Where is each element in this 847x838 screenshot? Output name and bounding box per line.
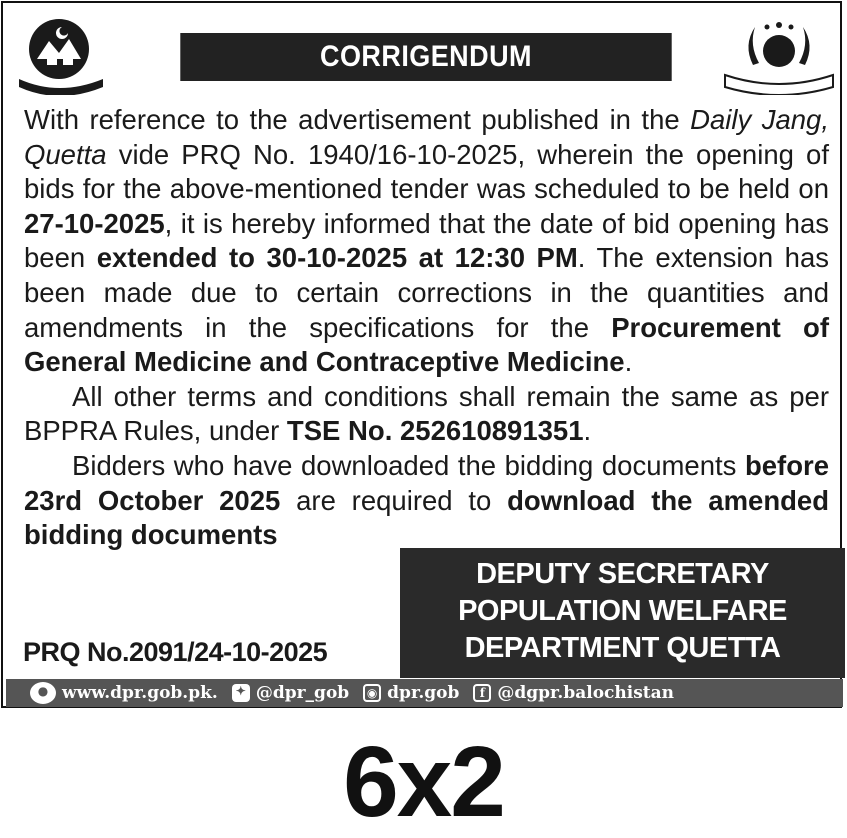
instagram-icon: ◉ xyxy=(363,684,381,702)
footer-facebook[interactable]: f @dgpr.balochistan xyxy=(473,683,674,703)
advertisement-frame xyxy=(1,1,842,708)
footer-instagram[interactable]: ◉ dpr.gob xyxy=(363,683,459,703)
footer-twitter[interactable]: ✦ @dpr_gob xyxy=(232,683,349,703)
extended-date: extended to 30-10-2025 at 12:30 PM xyxy=(96,242,578,274)
prq-number: PRQ No.2091/24-10-2025 xyxy=(23,637,328,667)
paragraph-1: With reference to the advertisement published in the Daily Jang, Quetta vide PRQ No. 1940/16-10-2025, wherein the opening of bids for the above-mentioned tender was scheduled to be held on 27-10-2025, it is hereby informed that the date of bid opening has been extended to 30-10-2025 at 12:30 PM. The extension has been made due to certain corrections in the quantities and amendments in the specifications for the Procurement of General Medicine and Contraceptive Medicine. xyxy=(24,104,829,378)
balochistan-emblem-icon xyxy=(15,15,107,95)
newspaper-name: Daily Jang, Quetta xyxy=(24,104,829,170)
paragraph-2: All other terms and conditions shall remain the same as per BPPRA Rules, under TSE No. 252610891351. xyxy=(24,380,829,447)
paragraph-3: Bidders who have downloaded the bidding documents before 23rd October 2025 are required to download the amended bidding documents xyxy=(24,449,830,551)
twitter-icon: ✦ xyxy=(232,684,250,702)
signatory-line-2: POPULATION WELFARE xyxy=(458,595,787,627)
cutoff-date: before 23rd October 2025 xyxy=(24,449,829,516)
page-title: CORRIGENDUM xyxy=(180,33,671,81)
footer-website[interactable]: ● www.dpr.gob.pk. xyxy=(6,682,218,704)
footer-bar xyxy=(6,679,843,707)
signatory-line-1: DEPUTY SECRETARY xyxy=(476,558,769,590)
original-date: 27-10-2025 xyxy=(24,207,165,239)
download-instruction: download the amended bidding documents xyxy=(24,484,830,551)
ad-size-label: 6x2 xyxy=(343,726,504,838)
tse-number: TSE No. 252610891351 xyxy=(286,415,584,447)
globe-icon: ● xyxy=(30,682,56,704)
signatory-block xyxy=(400,548,845,678)
notice-body xyxy=(24,103,829,553)
procurement-title: Procurement of General Medicine and Contraceptive Medicine xyxy=(24,311,829,378)
signatory-line-3: DEPARTMENT QUETTA xyxy=(464,632,781,664)
facebook-icon: f xyxy=(473,684,491,702)
dgpr-seal-icon xyxy=(719,15,839,95)
